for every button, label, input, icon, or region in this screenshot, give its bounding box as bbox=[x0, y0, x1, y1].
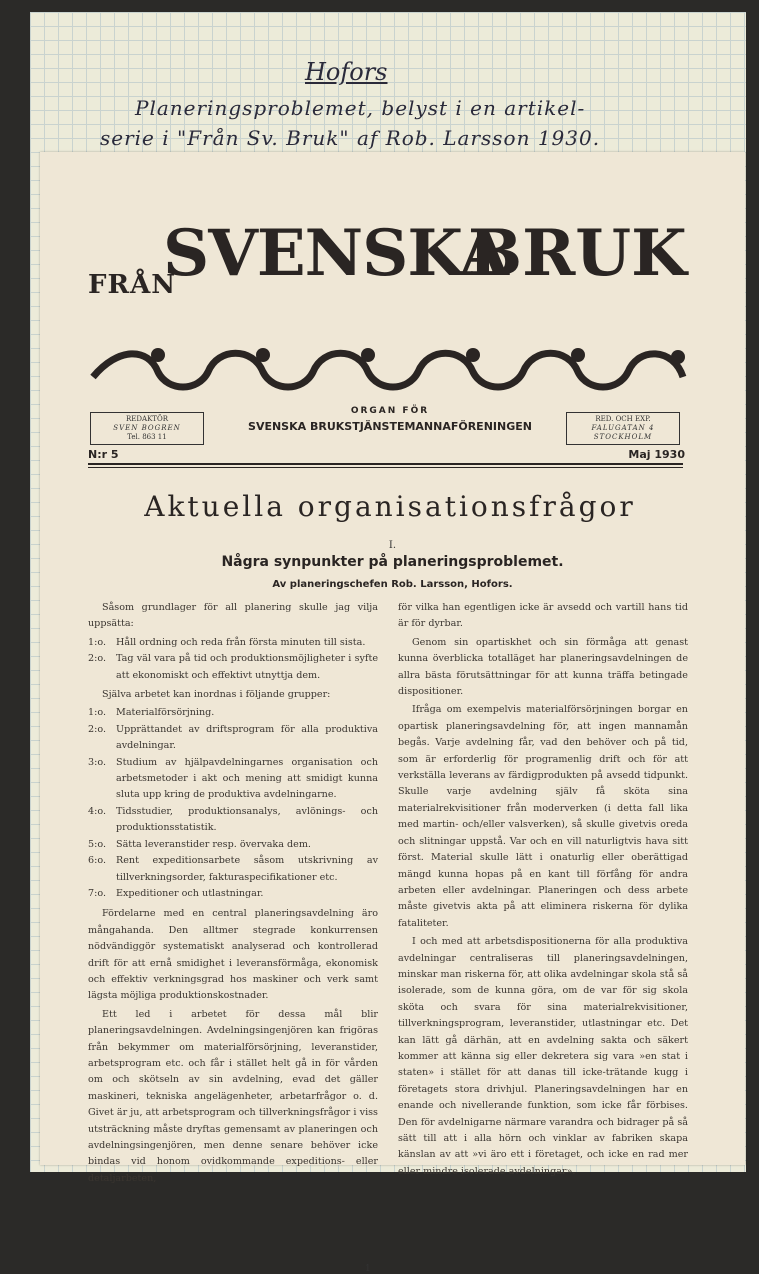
list-number: 7:o. bbox=[88, 887, 106, 899]
office-label: RED. OCH EXP. bbox=[595, 415, 651, 423]
list-item bbox=[88, 837, 378, 853]
list-text: Sätta leveranstider resp. övervaka dem. bbox=[116, 838, 311, 850]
paragraph: I och med att arbetsdispositionerna för alla produktiva avdelningar centraliseras till planeringsavdelningen, minskar man riskerna för, att olika avdelningar skola stå så isolerade, som de kunna göra, om de var för sig skola sköta och svara för sina materialrekvisitioner, tillverkningsprogram, leveranstider, utlastningar etc. Det kan lätt gå därhän, att en avdelning sakta och säkert kommer att känna sig eller dekretera sig vara »en stat i staten» i stället för att danas till icke-trätande kugg i företagets stora drivhjul. Planeringsavdelningen har en enande och nivellerande funktion, som icke får förbises. Den för avdelnigarne närmare varandra och bidrager på så sätt till att i alla hörn och vinklar av fabriken skapa känslan av att »vi äro ett i företaget, och icke en rad mer eller mindre isolerade avdelningar». bbox=[398, 936, 688, 1177]
handwritten-note-line: serie i "Från Sv. Bruk" af Rob. Larsson 1930. bbox=[100, 126, 601, 150]
list-text: Tag väl vara på tid och produktionsmöjligheter i syfte att ekonomiskt och effektivt utnyttja dem. bbox=[116, 653, 378, 681]
list-text: Håll ordning och reda från första minuten till sista. bbox=[116, 636, 366, 648]
list-text: Expeditioner och utlastningar. bbox=[116, 887, 264, 899]
right-column bbox=[398, 600, 688, 1182]
paragraph: Ifråga om exempelvis materialförsörjningen borgar en opartisk planeringsavdelning för, att ingen mannamån begås. Varje avdelning får, vad den behöver och på tid, som är erforderlig för programenlig drift och för att verkställa leverans av färdigprodukten på avsedd tidpunkt. Skulle varje avdelning själv få sköta sina materialrekvisitioner från moderverken (i detta fall lika med martin- och/eller valsverken), så skulle givetvis oreda och slitningar uppstå. Var och en vill naturligtvis hava sitt först. Material skulle lätt i onaturlig eller oberättigad mängd kunna hopas på en kant till förfång för andra arbeten eller avdelningar. Planeringen och dess arbete måste givetvis akta på att eliminera riskerna för dylika fataliteter. bbox=[398, 704, 688, 929]
list-number: 6:o. bbox=[88, 855, 106, 867]
article-title: Aktuella organisationsfrågor bbox=[144, 490, 636, 523]
article-part: I. bbox=[388, 540, 397, 551]
divider bbox=[88, 467, 683, 468]
masthead-svenska: SVENSKA bbox=[163, 216, 509, 291]
list-item bbox=[88, 804, 378, 837]
article-byline: Av planeringschefen Rob. Larsson, Hofors. bbox=[272, 579, 513, 590]
paragraph: Själva arbetet kan inordnas i följande grupper: bbox=[102, 689, 331, 701]
list-item bbox=[88, 755, 378, 804]
office-street: FALUGATAN 4 bbox=[591, 424, 655, 432]
list-number: 1:o. bbox=[88, 636, 106, 648]
paragraph: för vilka han egentligen icke är avsedd och vartill hans tid är för dyrbar. bbox=[398, 602, 688, 630]
masthead-fran: FRÅN bbox=[88, 270, 177, 300]
organ-for: ORGAN FÖR bbox=[350, 406, 430, 416]
list-item bbox=[88, 651, 378, 684]
handwritten-note-line: Planeringsproblemet, belyst i en artikel- bbox=[135, 96, 586, 120]
page-number: 1 bbox=[365, 1264, 371, 1274]
editor-name: SVEN BOGREN bbox=[113, 424, 181, 432]
scroll-ornament bbox=[88, 337, 688, 397]
editor-phone: Tel. 863 11 bbox=[127, 433, 167, 441]
handwritten-title: Hofors bbox=[305, 58, 388, 86]
list-text: Rent expeditionsarbete såsom utskrivning av tillverkningsorder, fakturaspecifikationer etc. bbox=[116, 855, 378, 883]
list-item bbox=[88, 635, 378, 651]
list-item bbox=[88, 853, 378, 886]
editor-label: REDAKTÖR bbox=[126, 415, 168, 423]
office-city: STOCKHOLM bbox=[593, 433, 653, 441]
divider bbox=[88, 463, 683, 465]
list-item bbox=[88, 886, 378, 902]
list-number: 2:o. bbox=[88, 653, 106, 665]
article-subtitle: Några synpunkter på planeringsproblemet. bbox=[221, 554, 564, 570]
list-text: Tidsstudier, produktionsanalys, avlönings- och produktionsstatistik. bbox=[116, 805, 378, 834]
paragraph: Fördelarne med en central planeringsavdelning äro mångahanda. Den alltmer stegrade konkurrensen nödvändiggör systematiskt analyserad och kontrollerad drift för att ernå smidighet i leveransförmåga, ekonomisk och effektiv verkningsgrad hos maskiner och verk samt lägsta möjliga produktionskostnader. bbox=[88, 908, 378, 1002]
organ-name: SVENSKA BRUKSTJÄNSTEMANNAFÖRENINGEN bbox=[248, 420, 532, 433]
list-number: 1:o. bbox=[88, 707, 106, 719]
paragraph: Genom sin opartiskhet och sin förmåga att genast kunna överblicka totalläget har planeringsavdelningen de allra bästa förutsättningar för att kunna träffa betingade dispositioner. bbox=[398, 636, 688, 698]
list-item bbox=[88, 705, 378, 721]
masthead-logo bbox=[88, 192, 688, 302]
left-column bbox=[88, 600, 378, 1189]
paragraph: Såsom grundlager för all planering skulle jag vilja uppsätta: bbox=[88, 602, 378, 630]
list-item bbox=[88, 722, 378, 755]
list-number: 4:o. bbox=[88, 805, 106, 817]
newspaper-page bbox=[40, 152, 745, 1274]
list-number: 2:o. bbox=[88, 723, 106, 735]
masthead-bruk: BRUK bbox=[468, 216, 687, 291]
list-text: Materialförsörjning. bbox=[116, 707, 215, 719]
editor-box bbox=[90, 412, 204, 445]
list-text: Upprättandet av driftsprogram för alla produktiva avdelningar. bbox=[116, 723, 378, 752]
list-number: 3:o. bbox=[88, 756, 106, 768]
organ-heading bbox=[190, 406, 590, 433]
list-text: Studium av hjälpavdelningarnes organisation och arbetsmetoder i akt och mening att smidigt kunna sluta upp kring de produktiva avdelningarne. bbox=[116, 756, 378, 801]
issue-number: N:r 5 bbox=[88, 448, 119, 461]
issue-date: Maj 1930 bbox=[628, 448, 685, 461]
list-number: 5:o. bbox=[88, 838, 106, 850]
paragraph: Ett led i arbetet för dessa mål blir planeringsavdelningen. Avdelningsingenjören kan frigöras från bekymmer om materialförsörjning, leveranstider, arbetsprogram etc. och får i stället helt gå in för vården om och skötseln av sin avdelning, evad det gäller maskineri, tekniska angelägenheter, arbetarfrågor o. d. Givet är ju, att arbetsprogram och tillverkningsfrågor i viss utsträckning måste dryftas gemensamt av planeringen och avdelningsingenjören, men denne senare behöver icke bindas vid honom ovidkommande expeditions- eller detaljarbeten, bbox=[88, 1008, 378, 1184]
